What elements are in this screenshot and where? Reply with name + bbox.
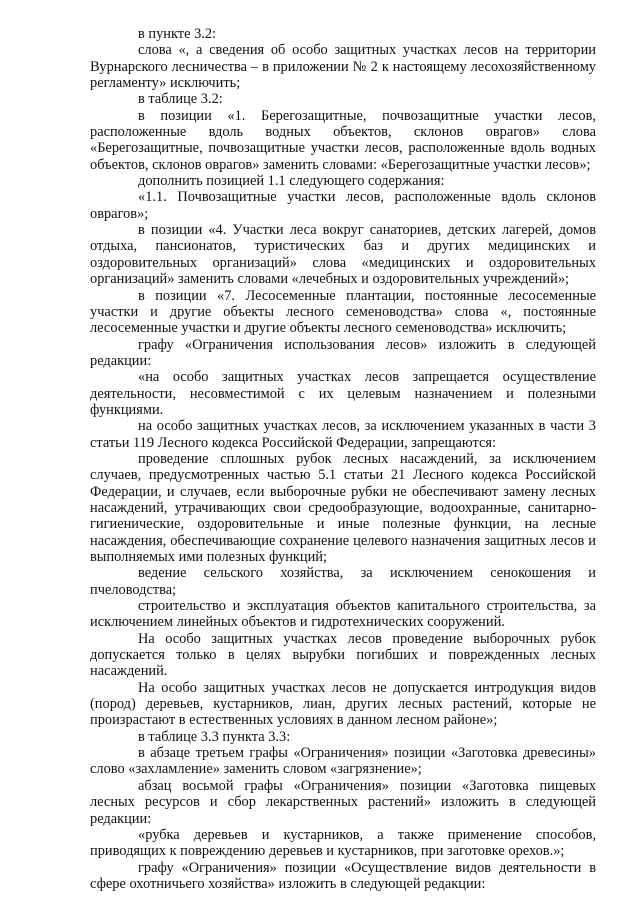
paragraph-19: абзац восьмой графы «Ограничения» позиции «Заготовка пищевых лесных ресурсов и сбор лекарственных растений» изложить в следующей редакции:	[90, 777, 596, 827]
paragraph-1: в пункте 3.2:	[138, 26, 217, 42]
paragraph-11: на особо защитных участках лесов, за исключением указанных в части 3 статьи 119 Лесного кодекса Российской Федерации, запрещаются:	[90, 418, 596, 451]
paragraph-7: в позиции «4. Участки леса вокруг санаториев, детских лагерей, домов отдыха, пансионатов, туристических баз и других медицинских и оздоровительных организаций» слова «медицинских и оздоровительных организаций» заменить словами «лечебных и оздоровительных учреждений»;	[90, 222, 596, 288]
document-page	[90, 26, 596, 892]
paragraph-18: в абзаце третьем графы «Ограничения» позиции «Заготовка древесины» слово «захламление» заменить словом «загрязнение»;	[90, 745, 596, 778]
paragraph-15: На особо защитных участках лесов проведение выборочных рубок допускается только в целях вырубки погибших и поврежденных лесных насаждений.	[90, 630, 596, 680]
paragraph-16: На особо защитных участках лесов не допускается интродукция видов (пород) деревьев, кустарников, лиан, других лесных растений, которые не произрастают в естественных условиях в данном лесном районе»;	[90, 679, 596, 729]
paragraph-10: «на особо защитных участках лесов запрещается осуществление деятельности, несовместимой с их целевым назначением и полезными функциями.	[90, 369, 596, 418]
paragraph-3: в таблице 3.2:	[138, 91, 223, 108]
paragraph-2: слова «, а сведения об особо защитных участках лесов на территории Вурнарского лесничества – в приложении № 2 к настоящему лесохозяйственному регламенту» исключить;	[90, 42, 596, 92]
paragraph-9: графу «Ограничения использования лесов» изложить в следующей редакции:	[90, 336, 596, 369]
paragraph-8: в позиции «7. Лесосеменные плантации, постоянные лесосеменные участки и другие объекты лесного семеноводства» слова «, постоянные лесосеменные участки и другие объекты лесного семеноводства» исключить;	[90, 287, 596, 337]
paragraph-6: «1.1. Почвозащитные участки лесов, расположенные вдоль склонов оврагов»;	[90, 189, 596, 222]
paragraph-21: графу «Ограничения» позиции «Осуществление видов деятельности в сфере охотничьего хозяйства» изложить в следующей редакции:	[90, 859, 596, 892]
paragraph-17: в таблице 3.3 пункта 3.3:	[138, 728, 291, 745]
paragraph-20: «рубка деревьев и кустарников, а также применение способов, приводящих к повреждению деревьев и кустарников, при заготовке орехов.»;	[90, 826, 596, 860]
paragraph-12: проведение сплошных рубок лесных насаждений, за исключением случаев, предусмотренных частью 5.1 статьи 21 Лесного кодекса Российской Федерации, и случаев, если выборочные рубки не обеспечивают замену лесных насаждений, утрачивающих свои средообразующие, водоохранные, санитарно-гигиенические, оздоровительные и иные полезные функции, на лесные насаждения, обеспечивающие сохранение целевого назначения защитных лесов и выполняемых ими полезных функций;	[90, 450, 596, 565]
paragraph-13: ведение сельского хозяйства, за исключением сенокошения и пчеловодства;	[90, 565, 596, 598]
paragraph-4: в позиции «1. Берегозащитные, почвозащитные участки лесов, расположенные вдоль водных объектов, склонов оврагов» слова «Берегозащитные, почвозащитные участки лесов, расположенные вдоль водных объектов, склонов оврагов» заменить словами: «Берегозащитные участки лесов»;	[90, 107, 596, 173]
paragraph-5: дополнить позицией 1.1 следующего содержания:	[138, 173, 445, 190]
paragraph-14: строительство и эксплуатация объектов капитального строительства, за исключением линейных объектов и гидротехнических сооружений.	[90, 598, 596, 631]
